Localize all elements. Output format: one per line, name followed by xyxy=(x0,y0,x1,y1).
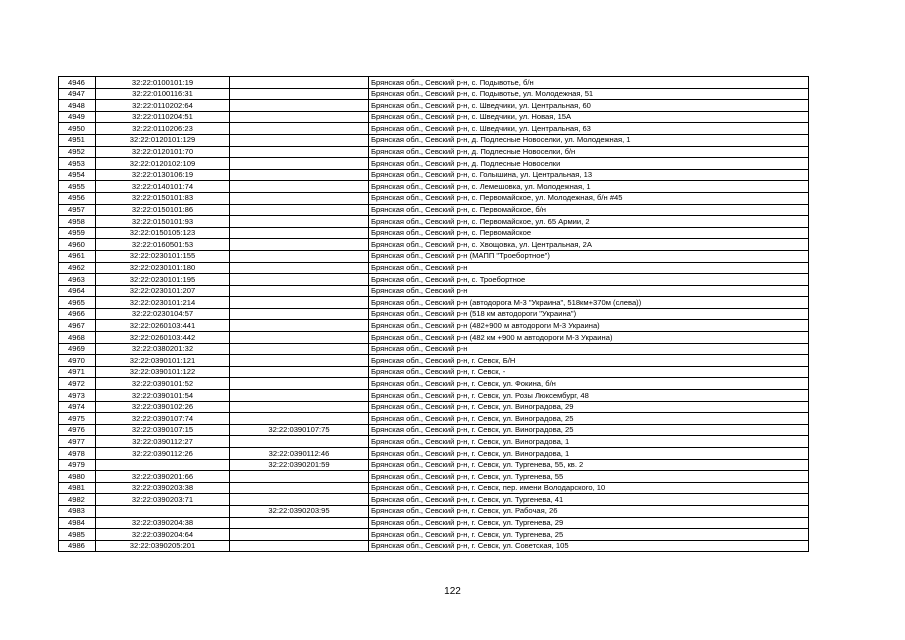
row-number-cell: 4962 xyxy=(59,262,96,274)
row-number-cell: 4957 xyxy=(59,204,96,216)
table-row xyxy=(59,448,809,460)
address-cell: Брянская обл., Севский р-н, с. Шведчики, ул. Новая, 15А xyxy=(369,111,809,123)
address-cell: Брянская обл., Севский р-н, с. Шведчики, ул. Центральная, 60 xyxy=(369,100,809,112)
table-row xyxy=(59,134,809,146)
row-number-cell: 4977 xyxy=(59,436,96,448)
cadastral-number-cell: 32:22:0390112:26 xyxy=(96,448,230,460)
row-number-cell: 4950 xyxy=(59,123,96,135)
linked-cadastral-number-cell xyxy=(230,355,369,367)
row-number-cell: 4952 xyxy=(59,146,96,158)
linked-cadastral-number-cell xyxy=(230,308,369,320)
address-cell: Брянская обл., Севский р-н, г. Севск, ул. Тургенева, 55 xyxy=(369,471,809,483)
cadastral-number-cell: 32:22:0140101:74 xyxy=(96,181,230,193)
table-row xyxy=(59,111,809,123)
row-number-cell: 4963 xyxy=(59,274,96,286)
table-row xyxy=(59,413,809,425)
address-cell: Брянская обл., Севский р-н, г. Севск, ул. Фокина, б/н xyxy=(369,378,809,390)
row-number-cell: 4976 xyxy=(59,424,96,436)
cadastral-number-cell: 32:22:0230104:57 xyxy=(96,308,230,320)
row-number-cell: 4968 xyxy=(59,332,96,344)
row-number-cell: 4947 xyxy=(59,88,96,100)
address-cell: Брянская обл., Севский р-н, д. Подлесные Новоселки, ул. Молодежная, 1 xyxy=(369,134,809,146)
property-table xyxy=(58,76,809,552)
row-number-cell: 4972 xyxy=(59,378,96,390)
address-cell: Брянская обл., Севский р-н, г. Севск, ул. Тургенева, 29 xyxy=(369,517,809,529)
cadastral-number-cell: 32:22:0390203:71 xyxy=(96,494,230,506)
cadastral-number-cell xyxy=(96,505,230,517)
linked-cadastral-number-cell: 32:22:0390203:95 xyxy=(230,505,369,517)
table-row xyxy=(59,459,809,471)
table-row xyxy=(59,239,809,251)
linked-cadastral-number-cell xyxy=(230,320,369,332)
address-cell: Брянская обл., Севский р-н, д. Подлесные Новоселки, б/н xyxy=(369,146,809,158)
linked-cadastral-number-cell xyxy=(230,158,369,170)
cadastral-number-cell: 32:22:0390205:201 xyxy=(96,540,230,552)
cadastral-number-cell: 32:22:0390112:27 xyxy=(96,436,230,448)
cadastral-number-cell: 32:22:0380201:32 xyxy=(96,343,230,355)
row-number-cell: 4954 xyxy=(59,169,96,181)
row-number-cell: 4960 xyxy=(59,239,96,251)
cadastral-number-cell: 32:22:0110202:64 xyxy=(96,100,230,112)
row-number-cell: 4956 xyxy=(59,192,96,204)
address-cell: Брянская обл., Севский р-н, с. Лемешовка, ул. Молодежная, 1 xyxy=(369,181,809,193)
table-row xyxy=(59,471,809,483)
cadastral-number-cell: 32:22:0390101:122 xyxy=(96,366,230,378)
linked-cadastral-number-cell xyxy=(230,227,369,239)
address-cell: Брянская обл., Севский р-н (МАПП "Троебортное") xyxy=(369,250,809,262)
linked-cadastral-number-cell xyxy=(230,123,369,135)
table-row xyxy=(59,146,809,158)
cadastral-number-cell: 32:22:0100116:31 xyxy=(96,88,230,100)
address-cell: Брянская обл., Севский р-н, с. Подывотье, б/н xyxy=(369,77,809,89)
address-cell: Брянская обл., Севский р-н, с. Шведчики, ул. Центральная, 63 xyxy=(369,123,809,135)
linked-cadastral-number-cell xyxy=(230,529,369,541)
table-row xyxy=(59,343,809,355)
address-cell: Брянская обл., Севский р-н, г. Севск, ул. Виноградова, 29 xyxy=(369,401,809,413)
cadastral-number-cell: 32:22:0120101:70 xyxy=(96,146,230,158)
linked-cadastral-number-cell xyxy=(230,134,369,146)
linked-cadastral-number-cell xyxy=(230,366,369,378)
table-row xyxy=(59,390,809,402)
cadastral-number-cell: 32:22:0390201:66 xyxy=(96,471,230,483)
address-cell: Брянская обл., Севский р-н xyxy=(369,262,809,274)
cadastral-number-cell: 32:22:0230101:180 xyxy=(96,262,230,274)
property-table-body xyxy=(59,77,809,552)
address-cell: Брянская обл., Севский р-н, с. Голышина, ул. Центральная, 13 xyxy=(369,169,809,181)
row-number-cell: 4981 xyxy=(59,482,96,494)
row-number-cell: 4949 xyxy=(59,111,96,123)
linked-cadastral-number-cell xyxy=(230,88,369,100)
table-row xyxy=(59,308,809,320)
row-number-cell: 4984 xyxy=(59,517,96,529)
cadastral-number-cell: 32:22:0150105:123 xyxy=(96,227,230,239)
address-cell: Брянская обл., Севский р-н, с. Первомайское, ул. Молодежная, б/н #45 xyxy=(369,192,809,204)
row-number-cell: 4980 xyxy=(59,471,96,483)
table-row xyxy=(59,482,809,494)
cadastral-number-cell: 32:22:0230101:155 xyxy=(96,250,230,262)
row-number-cell: 4971 xyxy=(59,366,96,378)
linked-cadastral-number-cell xyxy=(230,204,369,216)
row-number-cell: 4983 xyxy=(59,505,96,517)
cadastral-number-cell: 32:22:0150101:86 xyxy=(96,204,230,216)
table-row xyxy=(59,529,809,541)
linked-cadastral-number-cell xyxy=(230,390,369,402)
linked-cadastral-number-cell xyxy=(230,332,369,344)
address-cell: Брянская обл., Севский р-н, с. Первомайское, ул. 65 Армии, 2 xyxy=(369,216,809,228)
table-row xyxy=(59,494,809,506)
table-row xyxy=(59,274,809,286)
linked-cadastral-number-cell xyxy=(230,250,369,262)
table-row xyxy=(59,297,809,309)
linked-cadastral-number-cell xyxy=(230,262,369,274)
row-number-cell: 4965 xyxy=(59,297,96,309)
address-cell: Брянская обл., Севский р-н xyxy=(369,285,809,297)
table-row xyxy=(59,424,809,436)
table-row xyxy=(59,366,809,378)
address-cell: Брянская обл., Севский р-н (автодорога М-3 "Украина", 518км+370м (слева)) xyxy=(369,297,809,309)
cadastral-number-cell: 32:22:0160501:53 xyxy=(96,239,230,251)
cadastral-number-cell: 32:22:0390107:74 xyxy=(96,413,230,425)
address-cell: Брянская обл., Севский р-н, с. Первомайское xyxy=(369,227,809,239)
address-cell: Брянская обл., Севский р-н, г. Севск, ул. Розы Люксембург, 48 xyxy=(369,390,809,402)
linked-cadastral-number-cell xyxy=(230,77,369,89)
address-cell: Брянская обл., Севский р-н, г. Севск, ул. Виноградова, 1 xyxy=(369,448,809,460)
cadastral-number-cell: 32:22:0230101:207 xyxy=(96,285,230,297)
cadastral-number-cell: 32:22:0260103:442 xyxy=(96,332,230,344)
address-cell: Брянская обл., Севский р-н xyxy=(369,343,809,355)
table-row xyxy=(59,320,809,332)
address-cell: Брянская обл., Севский р-н, г. Севск, ул. Советская, 105 xyxy=(369,540,809,552)
cadastral-number-cell: 32:22:0390101:54 xyxy=(96,390,230,402)
table-row xyxy=(59,401,809,413)
row-number-cell: 4958 xyxy=(59,216,96,228)
cadastral-number-cell: 32:22:0230101:214 xyxy=(96,297,230,309)
row-number-cell: 4973 xyxy=(59,390,96,402)
cadastral-number-cell: 32:22:0110206:23 xyxy=(96,123,230,135)
row-number-cell: 4979 xyxy=(59,459,96,471)
linked-cadastral-number-cell xyxy=(230,436,369,448)
table-row xyxy=(59,540,809,552)
cadastral-number-cell: 32:22:0100101:19 xyxy=(96,77,230,89)
address-cell: Брянская обл., Севский р-н, г. Севск, Б/Н xyxy=(369,355,809,367)
address-cell: Брянская обл., Севский р-н (518 км автодороги "Украина") xyxy=(369,308,809,320)
address-cell: Брянская обл., Севский р-н (482+900 м автодороги М-3 Украина) xyxy=(369,320,809,332)
linked-cadastral-number-cell xyxy=(230,471,369,483)
linked-cadastral-number-cell xyxy=(230,540,369,552)
table-row xyxy=(59,436,809,448)
table-row xyxy=(59,517,809,529)
cadastral-number-cell: 32:22:0390204:64 xyxy=(96,529,230,541)
address-cell: Брянская обл., Севский р-н, с. Хвощовка, ул. Центральная, 2А xyxy=(369,239,809,251)
cadastral-number-cell: 32:22:0230101:195 xyxy=(96,274,230,286)
row-number-cell: 4974 xyxy=(59,401,96,413)
linked-cadastral-number-cell xyxy=(230,216,369,228)
cadastral-number-cell: 32:22:0150101:93 xyxy=(96,216,230,228)
cadastral-number-cell: 32:22:0120102:109 xyxy=(96,158,230,170)
linked-cadastral-number-cell: 32:22:0390201:59 xyxy=(230,459,369,471)
table-row xyxy=(59,262,809,274)
address-cell: Брянская обл., Севский р-н, г. Севск, - xyxy=(369,366,809,378)
linked-cadastral-number-cell xyxy=(230,100,369,112)
cadastral-number-cell: 32:22:0120101:129 xyxy=(96,134,230,146)
cadastral-number-cell: 32:22:0390203:38 xyxy=(96,482,230,494)
address-cell: Брянская обл., Севский р-н, г. Севск, ул. Виноградова, 25 xyxy=(369,424,809,436)
table-row xyxy=(59,204,809,216)
table-row xyxy=(59,77,809,89)
address-cell: Брянская обл., Севский р-н (482 км +900 м автодороги М-3 Украина) xyxy=(369,332,809,344)
address-cell: Брянская обл., Севский р-н, г. Севск, ул. Тургенева, 55, кв. 2 xyxy=(369,459,809,471)
table-row xyxy=(59,158,809,170)
address-cell: Брянская обл., Севский р-н, г. Севск, пер. имени Володарского, 10 xyxy=(369,482,809,494)
row-number-cell: 4953 xyxy=(59,158,96,170)
address-cell: Брянская обл., Севский р-н, с. Троебортное xyxy=(369,274,809,286)
address-cell: Брянская обл., Севский р-н, д. Подлесные Новоселки xyxy=(369,158,809,170)
table-row xyxy=(59,227,809,239)
row-number-cell: 4982 xyxy=(59,494,96,506)
table-row xyxy=(59,100,809,112)
table-row xyxy=(59,192,809,204)
row-number-cell: 4964 xyxy=(59,285,96,297)
row-number-cell: 4946 xyxy=(59,77,96,89)
row-number-cell: 4985 xyxy=(59,529,96,541)
cadastral-number-cell: 32:22:0130106:19 xyxy=(96,169,230,181)
address-cell: Брянская обл., Севский р-н, г. Севск, ул. Тургенева, 25 xyxy=(369,529,809,541)
table-row xyxy=(59,505,809,517)
cadastral-number-cell: 32:22:0260103:441 xyxy=(96,320,230,332)
page-number: 122 xyxy=(444,586,461,597)
linked-cadastral-number-cell xyxy=(230,517,369,529)
cadastral-number-cell: 32:22:0110204:51 xyxy=(96,111,230,123)
linked-cadastral-number-cell xyxy=(230,378,369,390)
linked-cadastral-number-cell xyxy=(230,413,369,425)
linked-cadastral-number-cell: 32:22:0390107:75 xyxy=(230,424,369,436)
table-row xyxy=(59,378,809,390)
table-row xyxy=(59,332,809,344)
table-row xyxy=(59,123,809,135)
cadastral-number-cell xyxy=(96,459,230,471)
linked-cadastral-number-cell xyxy=(230,192,369,204)
row-number-cell: 4966 xyxy=(59,308,96,320)
row-number-cell: 4986 xyxy=(59,540,96,552)
linked-cadastral-number-cell xyxy=(230,343,369,355)
row-number-cell: 4961 xyxy=(59,250,96,262)
linked-cadastral-number-cell xyxy=(230,401,369,413)
linked-cadastral-number-cell xyxy=(230,285,369,297)
row-number-cell: 4978 xyxy=(59,448,96,460)
table-row xyxy=(59,250,809,262)
cadastral-number-cell: 32:22:0150101:83 xyxy=(96,192,230,204)
row-number-cell: 4969 xyxy=(59,343,96,355)
linked-cadastral-number-cell xyxy=(230,181,369,193)
address-cell: Брянская обл., Севский р-н, г. Севск, ул. Рабочая, 26 xyxy=(369,505,809,517)
table-row xyxy=(59,355,809,367)
address-cell: Брянская обл., Севский р-н, г. Севск, ул. Виноградова, 25 xyxy=(369,413,809,425)
linked-cadastral-number-cell xyxy=(230,169,369,181)
linked-cadastral-number-cell: 32:22:0390112:46 xyxy=(230,448,369,460)
address-cell: Брянская обл., Севский р-н, с. Подывотье, ул. Молодежная, 51 xyxy=(369,88,809,100)
row-number-cell: 4975 xyxy=(59,413,96,425)
cadastral-number-cell: 32:22:0390101:121 xyxy=(96,355,230,367)
cadastral-number-cell: 32:22:0390101:52 xyxy=(96,378,230,390)
row-number-cell: 4951 xyxy=(59,134,96,146)
row-number-cell: 4948 xyxy=(59,100,96,112)
table-row xyxy=(59,88,809,100)
table-row xyxy=(59,181,809,193)
address-cell: Брянская обл., Севский р-н, г. Севск, ул. Виноградова, 1 xyxy=(369,436,809,448)
linked-cadastral-number-cell xyxy=(230,297,369,309)
address-cell: Брянская обл., Севский р-н, г. Севск, ул. Тургенева, 41 xyxy=(369,494,809,506)
table-row xyxy=(59,216,809,228)
table-row xyxy=(59,169,809,181)
linked-cadastral-number-cell xyxy=(230,494,369,506)
cadastral-number-cell: 32:22:0390107:15 xyxy=(96,424,230,436)
row-number-cell: 4970 xyxy=(59,355,96,367)
address-cell: Брянская обл., Севский р-н, с. Первомайское, б/н xyxy=(369,204,809,216)
linked-cadastral-number-cell xyxy=(230,111,369,123)
row-number-cell: 4967 xyxy=(59,320,96,332)
linked-cadastral-number-cell xyxy=(230,482,369,494)
row-number-cell: 4959 xyxy=(59,227,96,239)
table-row xyxy=(59,285,809,297)
cadastral-number-cell: 32:22:0390204:38 xyxy=(96,517,230,529)
linked-cadastral-number-cell xyxy=(230,274,369,286)
linked-cadastral-number-cell xyxy=(230,146,369,158)
row-number-cell: 4955 xyxy=(59,181,96,193)
cadastral-number-cell: 32:22:0390102:26 xyxy=(96,401,230,413)
linked-cadastral-number-cell xyxy=(230,239,369,251)
